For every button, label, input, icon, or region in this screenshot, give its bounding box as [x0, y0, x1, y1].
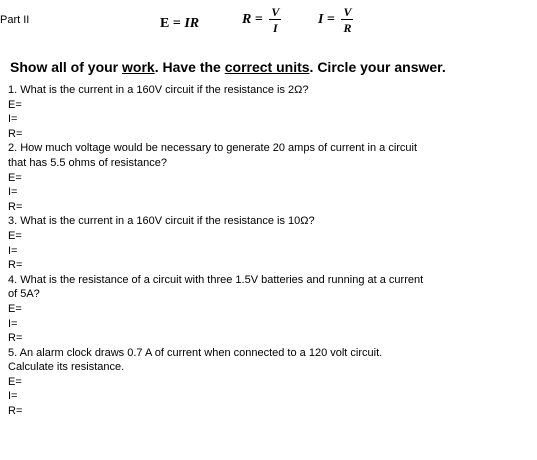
- question-5-text-line-1: 5. An alarm clock draws 0.7 A of current when connected to a 120 volt circuit.: [8, 346, 383, 359]
- formula-ohms-law-current: [318, 6, 353, 34]
- question-1-voltage-line: E=: [8, 98, 22, 111]
- formula-resistance-equals: =: [251, 12, 267, 27]
- question-2-text-line-2: that has 5.5 ohms of resistance?: [8, 156, 167, 169]
- question-2-resistance-line: R=: [8, 200, 23, 213]
- instructions-text-3: . Circle your answer.: [309, 59, 446, 75]
- formula-current-equals: =: [323, 12, 339, 27]
- instructions-text-2: . Have the: [154, 59, 225, 75]
- question-5-text-line-2: Calculate its resistance.: [8, 361, 125, 374]
- part-label: Part II: [0, 14, 30, 26]
- instructions-work-underlined: work: [122, 59, 155, 75]
- formula-current-numerator: V: [343, 5, 352, 19]
- question-3-text: 3. What is the current in a 160V circuit if the resistance is 10Ω?: [8, 215, 315, 228]
- question-1-current-line: I=: [8, 113, 18, 126]
- instructions-correct-units-underlined: correct units: [224, 59, 310, 75]
- formula-voltage-rhs: IR: [184, 16, 200, 31]
- question-3-current-line: I=: [8, 244, 18, 257]
- formula-resistance-denominator: I: [273, 21, 278, 35]
- question-4-text-line-2: of 5A?: [8, 288, 40, 301]
- question-3-voltage-line: E=: [8, 229, 22, 242]
- question-2-text-line-1: 2. How much voltage would be necessary to generate 20 amps of current in a circuit: [8, 142, 418, 155]
- formula-resistance-numerator: V: [271, 5, 280, 19]
- question-1-text: 1. What is the current in a 160V circuit if the resistance is 2Ω?: [8, 84, 309, 96]
- formula-resistance-lhs: R: [242, 12, 252, 27]
- formula-resistance-fraction: [269, 6, 281, 34]
- formula-voltage-equals: =: [169, 16, 185, 31]
- question-4-current-line: I=: [8, 317, 18, 330]
- formula-ohms-law-voltage: [160, 16, 199, 32]
- questions-list: [8, 83, 508, 419]
- question-2-voltage-line: E=: [8, 171, 22, 184]
- question-3-resistance-line: R=: [8, 259, 23, 272]
- question-5-resistance-line: R=: [8, 405, 23, 418]
- question-5-current-line: I=: [8, 390, 18, 403]
- question-5-voltage-line: E=: [8, 375, 22, 388]
- formula-current-lhs: I: [318, 12, 324, 27]
- formula-current-denominator: R: [343, 21, 352, 35]
- question-2-current-line: I=: [8, 186, 18, 199]
- formula-current-fraction: [341, 6, 353, 34]
- question-4-voltage-line: E=: [8, 302, 22, 315]
- formula-voltage-lhs: E: [160, 16, 170, 31]
- instructions-heading: [10, 59, 446, 75]
- question-4-resistance-line: R=: [8, 332, 23, 345]
- instructions-text-1: Show all of your: [10, 59, 123, 75]
- question-4-text-line-1: 4. What is the resistance of a circuit with three 1.5V batteries and running at a current: [8, 273, 424, 286]
- question-1-resistance-line: R=: [8, 127, 23, 140]
- formula-ohms-law-resistance: [242, 6, 281, 34]
